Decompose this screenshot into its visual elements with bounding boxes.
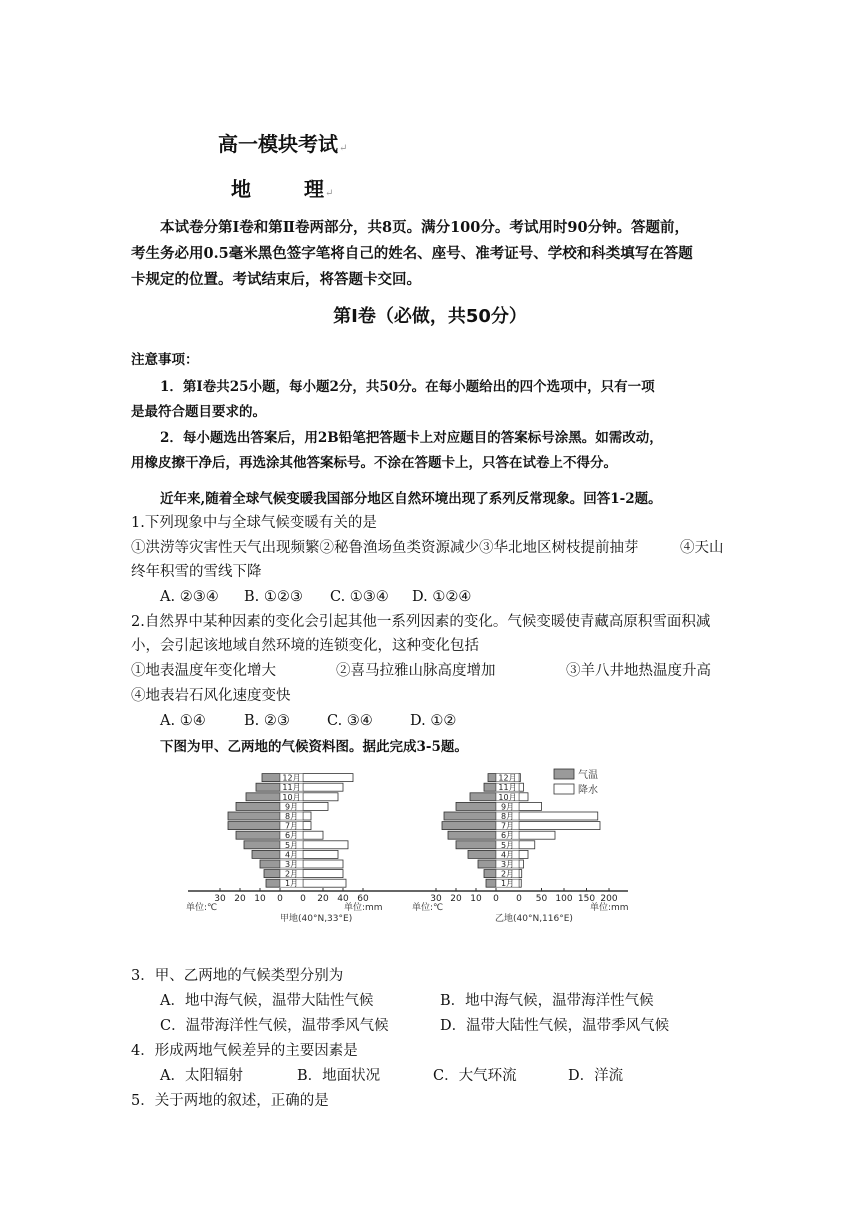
q1-option-b: B. ①②③ xyxy=(244,589,303,605)
temp-bar-a-9 xyxy=(236,802,280,810)
precip-bar-b-7 xyxy=(519,822,600,830)
temp-bar-a-7 xyxy=(228,822,280,830)
month-label-a-1: 1月 xyxy=(284,879,299,889)
temp-bar-a-3 xyxy=(260,860,280,868)
intro-line-1: 本试卷分第Ⅰ卷和第Ⅱ卷两部分，共8页。满分100分。考试用时90分钟。答题前， xyxy=(160,219,690,236)
exam-title: 高一模块考试↵ xyxy=(218,132,348,156)
temp-bar-b-8 xyxy=(444,812,496,820)
month-label-a-4: 4月 xyxy=(284,850,299,860)
precip-zero-b: 0 xyxy=(516,894,522,904)
precip-bar-a-1 xyxy=(303,879,346,887)
month-label-b-8: 8月 xyxy=(500,812,515,821)
q1-items-line-1: ①洪涝等灾害性天气出现频繁②秘鲁渔场鱼类资源减少③华北地区树枝提前抽芽 xyxy=(131,540,639,556)
precip-bar-b-8 xyxy=(519,812,598,820)
precip-bar-b-6 xyxy=(519,831,555,839)
notice-line-1: 1．第Ⅰ卷共25小题，每小题2分，共50分。在每小题给出的四个选项中，只有一项 xyxy=(160,379,655,395)
q1-option-a: A. ②③④ xyxy=(160,589,219,605)
temp-bar-b-10 xyxy=(470,793,496,801)
passage-1: 近年来,随着全球气候变暖我国部分地区自然环境出现了系列反常现象。回答1-2题。 xyxy=(160,491,662,507)
month-label-b-9: 9月 xyxy=(500,802,515,812)
q2-item-2: ②喜马拉雅山脉高度增加 xyxy=(336,663,496,679)
month-label-a-10: 10月 xyxy=(282,792,301,802)
q3-stem: 3．甲、乙两地的气候类型分别为 xyxy=(131,968,344,984)
temp-bar-a-5 xyxy=(244,841,280,849)
month-label-b-5: 5月 xyxy=(500,840,515,850)
q5-stem: 5．关于两地的叙述，正确的是 xyxy=(131,1093,329,1109)
precip-bar-b-2 xyxy=(519,870,522,878)
precip-bar-b-1 xyxy=(519,879,521,887)
precip-bar-a-12 xyxy=(303,774,353,782)
month-label-a-2: 2月 xyxy=(284,869,299,879)
q2-stem-1: 2.自然界中某种因素的变化会引起其他一系列因素的变化。气候变暖使青藏高原积雪面积减 xyxy=(131,614,711,630)
precip-bar-a-4 xyxy=(303,850,338,858)
q4-option-c: C．大气环流 xyxy=(433,1068,517,1084)
q1-stem: 1.下列现象中与全球气候变暖有关的是 xyxy=(131,515,377,531)
temp-bar-b-1 xyxy=(486,879,496,887)
q3-option-a: A．地中海气候，温带大陆性气候 xyxy=(160,993,374,1009)
temp-bar-b-2 xyxy=(484,870,496,878)
temp-tick-label-a-10: 10 xyxy=(254,894,266,904)
precip-bar-a-6 xyxy=(303,831,323,839)
temp-bar-b-3 xyxy=(478,860,496,868)
q2-stem-2: 小，会引起该地域自然环境的连锁变化，这种变化包括 xyxy=(131,638,479,654)
precip-bar-b-3 xyxy=(519,860,524,868)
precip-bar-a-3 xyxy=(303,860,343,868)
subject-char-2: 理↵ xyxy=(304,177,334,201)
precip-bar-b-9 xyxy=(519,802,542,810)
legend-precip-label: 降水 xyxy=(578,785,598,796)
caption-b: 乙地(40°N,116°E) xyxy=(495,914,573,924)
passage-2: 下图为甲、乙两地的气候资料图。据此完成3-5题。 xyxy=(160,739,468,755)
temp-bar-b-7 xyxy=(442,822,496,830)
precip-zero-a: 0 xyxy=(300,894,306,904)
legend-temp-label: 气温 xyxy=(578,770,598,781)
notice-line-4: 用橡皮擦干净后，再选涂其他答案标号。不涂在答题卡上，只答在试卷上不得分。 xyxy=(131,455,617,471)
month-label-a-8: 8月 xyxy=(284,812,299,821)
q4-stem: 4．形成两地气候差异的主要因素是 xyxy=(131,1043,358,1059)
month-label-b-11: 11月 xyxy=(498,783,517,793)
notice-line-2: 是最符合题目要求的。 xyxy=(131,404,266,420)
month-label-b-12: 12月 xyxy=(498,773,517,783)
month-label-b-2: 2月 xyxy=(500,869,515,879)
temp-bar-a-6 xyxy=(236,831,280,839)
precip-tick-label-b-50: 50 xyxy=(535,894,548,904)
precip-bar-a-9 xyxy=(303,802,328,810)
intro-line-3: 卡规定的位置。考试结束后，将答题卡交回。 xyxy=(131,271,421,288)
month-label-a-3: 3月 xyxy=(284,860,299,869)
precip-bar-a-10 xyxy=(303,793,338,801)
temp-tick-label-a-20: 20 xyxy=(234,894,246,904)
q4-option-a: A．太阳辐射 xyxy=(160,1068,243,1084)
temp-bar-a-10 xyxy=(246,793,280,801)
month-label-b-1: 1月 xyxy=(500,879,515,889)
unit-temp-a: 单位:℃ xyxy=(186,903,218,913)
month-label-a-6: 6月 xyxy=(284,831,299,841)
temp-bar-a-4 xyxy=(252,850,280,858)
temp-tick-label-a-30: 30 xyxy=(214,894,226,904)
temp-bar-a-11 xyxy=(256,783,280,791)
precip-bar-a-7 xyxy=(303,822,311,830)
temp-tick-label-b-20: 20 xyxy=(450,894,462,904)
month-label-a-11: 11月 xyxy=(282,783,301,793)
temp-bar-b-12 xyxy=(488,774,496,782)
month-label-b-3: 3月 xyxy=(500,860,515,869)
temp-bar-a-8 xyxy=(228,812,280,820)
precip-bar-a-2 xyxy=(303,870,343,878)
section-title: 第Ⅰ卷（必做，共50分） xyxy=(333,306,527,327)
precip-bar-b-11 xyxy=(519,783,524,791)
q2-option-d: D. ①② xyxy=(410,713,457,729)
temp-bar-b-9 xyxy=(456,802,496,810)
q3-option-b: B．地中海气候，温带海洋性气候 xyxy=(440,993,654,1009)
notice-heading: 注意事项： xyxy=(131,352,199,368)
precip-tick-label-b-100: 100 xyxy=(555,894,573,904)
q1-option-d: D. ①②④ xyxy=(412,589,472,605)
subject-char-1: 地 xyxy=(231,177,251,201)
temp-bar-b-6 xyxy=(448,831,496,839)
month-label-b-7: 7月 xyxy=(500,821,515,831)
precip-tick-label-b-200: 200 xyxy=(600,894,618,904)
climate-figure xyxy=(0,762,860,932)
intro-line-2: 考生务必用0.5毫米黑色签字笔将自己的姓名、座号、准考证号、学校和科类填写在答题 xyxy=(131,245,693,262)
legend-precip-swatch xyxy=(554,784,574,794)
month-label-a-5: 5月 xyxy=(284,840,299,850)
q4-option-b: B．地面状况 xyxy=(297,1068,381,1084)
q2-item-1: ①地表温度年变化增大 xyxy=(131,663,276,679)
precip-tick-label-b-150: 150 xyxy=(577,894,596,904)
month-label-b-6: 6月 xyxy=(500,831,515,841)
q4-option-d: D．洋流 xyxy=(568,1068,624,1084)
month-label-a-7: 7月 xyxy=(284,821,299,831)
month-label-b-10: 10月 xyxy=(498,792,517,802)
unit-precip-a: 单位:mm xyxy=(344,903,383,913)
month-label-a-9: 9月 xyxy=(284,802,299,812)
q2-item-3: ③羊八井地热温度升高 xyxy=(566,663,711,679)
temp-bar-b-4 xyxy=(468,850,496,858)
precip-bar-b-5 xyxy=(519,841,535,849)
precip-bar-b-4 xyxy=(519,850,528,858)
temp-bar-b-11 xyxy=(484,783,496,791)
q2-option-a: A. ①④ xyxy=(160,713,206,729)
temp-bar-a-12 xyxy=(262,774,280,782)
precip-bar-b-10 xyxy=(519,793,528,801)
temp-bar-a-2 xyxy=(264,870,280,878)
q3-option-c: C．温带海洋性气候，温带季风气候 xyxy=(160,1018,389,1034)
temp-tick-label-b-10: 10 xyxy=(470,894,482,904)
q1-items-line-2: 终年积雪的雪线下降 xyxy=(131,564,262,580)
precip-tick-label-a-20: 20 xyxy=(317,894,329,904)
q1-items-line-1b: ④天山 xyxy=(680,540,724,556)
legend-temp-swatch xyxy=(554,769,574,779)
q2-option-b: B. ②③ xyxy=(244,713,290,729)
unit-precip-b: 单位:mm xyxy=(590,903,629,913)
precip-tick-label-a-40: 40 xyxy=(337,894,349,904)
precip-bar-a-5 xyxy=(303,841,348,849)
notice-line-3: 2．每小题选出答案后，用2B铅笔把答题卡上对应题目的答案标号涂黑。如需改动， xyxy=(160,430,663,446)
month-label-a-12: 12月 xyxy=(282,773,301,783)
month-label-b-4: 4月 xyxy=(500,850,515,860)
temp-tick-label-b-0: 0 xyxy=(493,894,499,904)
q3-option-d: D．温带大陆性气候，温带季风气候 xyxy=(440,1018,670,1034)
q2-option-c: C. ③④ xyxy=(327,713,373,729)
precip-bar-a-11 xyxy=(303,783,343,791)
q2-item-4: ④地表岩石风化速度变快 xyxy=(131,688,291,704)
precip-tick-label-a-60: 60 xyxy=(357,894,369,904)
temp-tick-label-a-0: 0 xyxy=(277,894,283,904)
temp-tick-label-b-30: 30 xyxy=(430,894,442,904)
caption-a: 甲地(40°N,33°E) xyxy=(280,914,353,924)
temp-bar-a-1 xyxy=(266,879,280,887)
precip-bar-a-8 xyxy=(303,812,311,820)
q1-option-c: C. ①③④ xyxy=(330,589,389,605)
unit-temp-b: 单位:℃ xyxy=(412,903,444,913)
temp-bar-b-5 xyxy=(456,841,496,849)
